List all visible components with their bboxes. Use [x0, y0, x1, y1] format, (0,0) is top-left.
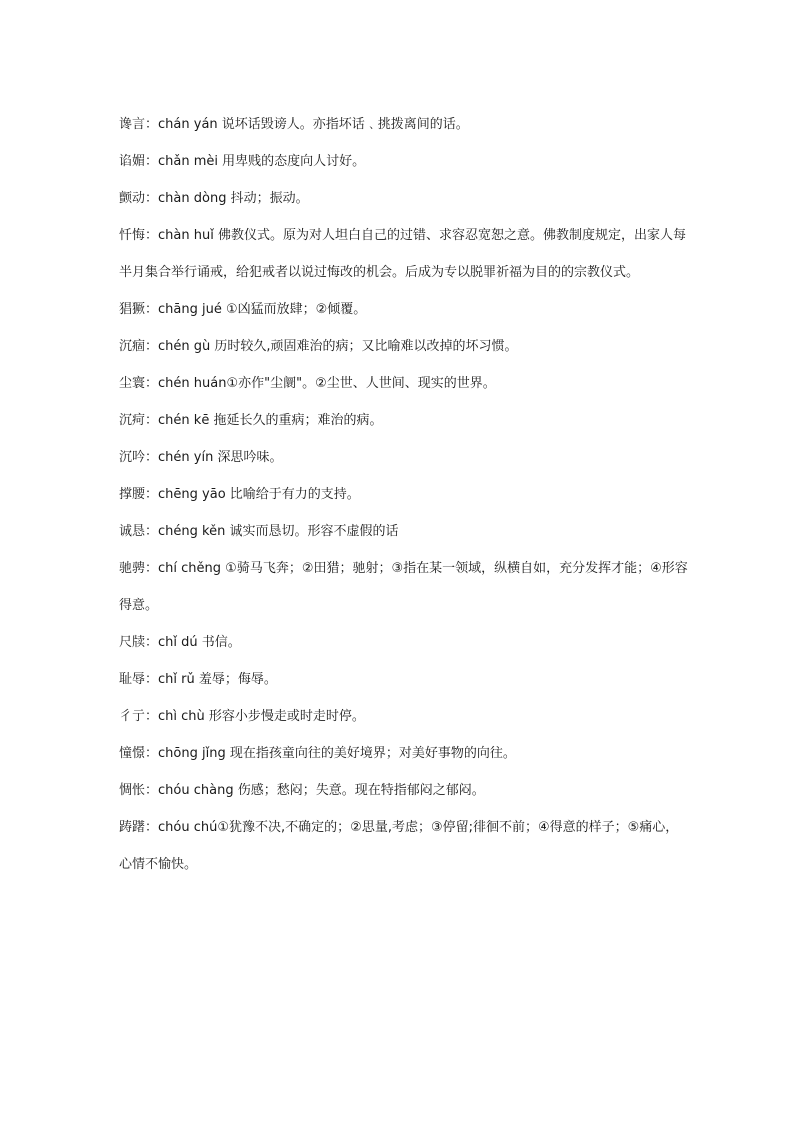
entry-definition: 比喻给于有力的支持。: [229, 487, 360, 502]
entry-separator: ：: [145, 783, 159, 798]
entry-separator: ：: [145, 339, 159, 354]
entry-pinyin: chēng yāo: [158, 487, 230, 502]
entry-14: [119, 698, 689, 735]
entry-separator: ：: [145, 302, 159, 317]
entry-definition: ①犹豫不决,不确定的；②思量,考虑；③停留;徘徊不前；④得意的样子；⑤痛心，心情不愉快。: [119, 820, 679, 872]
entry-separator: ：: [145, 820, 159, 835]
entry-definition: 现在指孩童向往的美好境界；对美好事物的向往。: [229, 746, 516, 761]
entry-separator: ：: [145, 413, 159, 428]
entry-pinyin: chí chěng: [158, 561, 226, 576]
entry-pinyin: chāng jué: [158, 302, 226, 317]
entry-term: 忏悔: [119, 228, 146, 243]
entry-term: 尺牍: [119, 635, 146, 650]
entry-term: 颤动: [119, 191, 146, 206]
entry-0: [119, 106, 689, 143]
entry-term: 彳亍: [119, 709, 146, 724]
entry-pinyin: chì chù: [158, 709, 209, 724]
entry-definition: ①凶猛而放肆；②倾覆。: [226, 302, 367, 317]
entry-15: [119, 735, 689, 772]
entry-3: [119, 217, 689, 291]
entry-separator: ：: [145, 746, 159, 761]
entry-term: 沉痼: [119, 339, 146, 354]
entry-pinyin: chén huán: [158, 376, 227, 391]
entry-term: 沉吟: [119, 450, 146, 465]
entry-pinyin: chén gù: [158, 339, 215, 354]
entry-8: [119, 439, 689, 476]
entry-term: 尘寰: [119, 376, 146, 391]
entry-separator: ：: [145, 450, 159, 465]
entry-definition: 书信。: [201, 635, 241, 650]
entry-definition: 诚实而恳切。形容不虚假的话: [229, 524, 399, 539]
entry-definition: 羞辱；侮辱。: [198, 672, 277, 687]
entry-term: 谗言: [119, 117, 146, 132]
entry-definition: 伤感；愁闷；失意。现在特指郁闷之郁闷。: [237, 783, 485, 798]
entry-definition: 形容小步慢走或时走时停。: [208, 709, 365, 724]
entry-separator: ：: [145, 672, 159, 687]
entry-definition: 深思吟味。: [217, 450, 283, 465]
entry-4: [119, 291, 689, 328]
entry-term: 踌躇: [119, 820, 146, 835]
entry-separator: ：: [145, 117, 159, 132]
entry-pinyin: chén kē: [158, 413, 214, 428]
entry-pinyin: chǐ rǔ: [158, 672, 199, 687]
entry-separator: ：: [145, 709, 159, 724]
entry-pinyin: chàn huǐ: [158, 228, 218, 243]
entry-separator: ：: [145, 191, 159, 206]
entry-definition: 用卑贱的态度向人讨好。: [222, 154, 366, 169]
entry-pinyin: chǐ dú: [158, 635, 202, 650]
entry-separator: ：: [145, 376, 159, 391]
entry-separator: ：: [145, 524, 159, 539]
entry-12: [119, 624, 689, 661]
entry-10: [119, 513, 689, 550]
entry-definition: 说坏话毁谤人。亦指坏话﹑挑拨离间的话。: [221, 117, 469, 132]
document-page: [119, 106, 689, 883]
entry-term: 诚恳: [119, 524, 146, 539]
entry-11: [119, 550, 689, 624]
entry-13: [119, 661, 689, 698]
entry-separator: ：: [145, 154, 159, 169]
entry-separator: ：: [145, 635, 159, 650]
entry-definition: 抖动；振动。: [230, 191, 309, 206]
entry-pinyin: chàn dòng: [158, 191, 231, 206]
entry-term: 耻辱: [119, 672, 146, 687]
entry-definition: 佛教仪式。原为对人坦白自己的过错、求容忍宽恕之意。佛教制度规定，出家人每半月集合举行诵戒，给犯戒者以说过悔改的机会。后成为专以脱罪祈福为目的的宗教仪式。: [119, 228, 686, 280]
entry-term: 惆怅: [119, 783, 146, 798]
entry-1: [119, 143, 689, 180]
entry-definition: 历时较久,顽固难治的病；又比喻难以改掉的坏习惯。: [214, 339, 518, 354]
entry-term: 猖獗: [119, 302, 146, 317]
entry-term: 驰骋: [119, 561, 146, 576]
entry-pinyin: chōng jǐng: [158, 746, 230, 761]
entry-term: 谄媚: [119, 154, 146, 169]
entry-pinyin: chén yín: [158, 450, 218, 465]
entry-separator: ：: [145, 228, 159, 243]
entry-16: [119, 772, 689, 809]
entry-7: [119, 402, 689, 439]
entry-pinyin: chǎn mèi: [158, 154, 223, 169]
entry-pinyin: chéng kěn: [158, 524, 230, 539]
entry-pinyin: chóu chú: [158, 820, 218, 835]
entry-term: 沉疴: [119, 413, 146, 428]
entry-separator: ：: [145, 561, 159, 576]
entry-2: [119, 180, 689, 217]
entry-definition: 拖延长久的重病；难治的病。: [213, 413, 383, 428]
entry-9: [119, 476, 689, 513]
entry-17: [119, 809, 689, 883]
entry-pinyin: chán yán: [158, 117, 222, 132]
entry-5: [119, 328, 689, 365]
entry-separator: ：: [145, 487, 159, 502]
entry-pinyin: chóu chàng: [158, 783, 238, 798]
entry-6: [119, 365, 689, 402]
entry-term: 撑腰: [119, 487, 146, 502]
entry-definition: ①骑马飞奔；②田猎；驰射；③指在某一领域，纵横自如，充分发挥才能；④形容得意。: [119, 561, 688, 613]
entry-term: 憧憬: [119, 746, 146, 761]
entry-definition: ①亦作"尘阛"。②尘世、人世间、现实的世界。: [226, 376, 496, 391]
